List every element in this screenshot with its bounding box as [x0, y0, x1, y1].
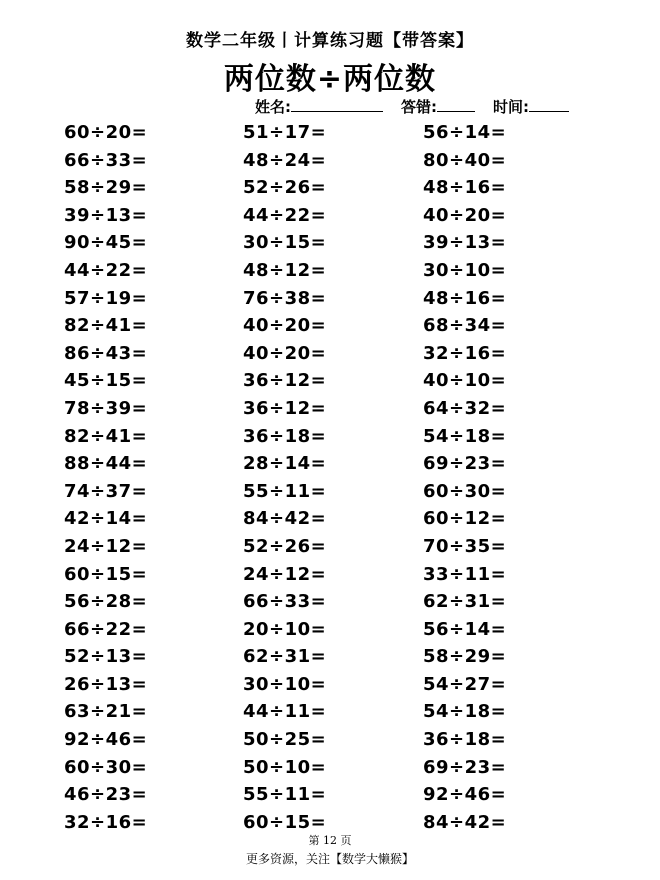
- page-title: 两位数÷两位数: [223, 62, 437, 97]
- problem-item: 48÷16=: [423, 177, 507, 199]
- problem-item: 76÷38=: [243, 287, 327, 309]
- name-blank[interactable]: [291, 97, 383, 112]
- problem-item: 62÷31=: [243, 646, 327, 668]
- problem-item: 40÷20=: [423, 204, 507, 226]
- problem-item: 51÷17=: [243, 122, 327, 143]
- problem-item: 54÷27=: [423, 673, 507, 695]
- errors-blank[interactable]: [437, 97, 475, 112]
- problem-column-1: [64, 119, 147, 836]
- problem-item: 69÷23=: [423, 756, 507, 778]
- problem-item: 66÷33=: [64, 149, 148, 171]
- problem-item: 56÷28=: [64, 591, 148, 613]
- problem-item: 66÷22=: [64, 618, 148, 640]
- problem-item: 40÷20=: [243, 315, 327, 337]
- problem-item: 36÷18=: [423, 729, 507, 751]
- worksheet-series-title: 数学二年级丨计算练习题【带答案】: [186, 31, 474, 51]
- student-info-line: [255, 96, 569, 117]
- problem-item: 60÷20=: [64, 122, 148, 143]
- problem-item: 42÷14=: [64, 508, 148, 530]
- problem-item: 62÷31=: [423, 591, 507, 613]
- problem-item: 56÷14=: [423, 618, 507, 640]
- problem-item: 44÷22=: [243, 204, 327, 226]
- problem-item: 39÷13=: [423, 232, 507, 254]
- problem-item: 88÷44=: [64, 453, 148, 475]
- problem-item: 82÷41=: [64, 425, 148, 447]
- problem-item: 30÷15=: [243, 232, 327, 254]
- problem-item: 54÷18=: [423, 701, 507, 723]
- problem-item: 64÷32=: [423, 397, 507, 419]
- problem-item: 60÷15=: [243, 811, 327, 833]
- problem-item: 40÷10=: [423, 370, 507, 392]
- problem-item: 60÷12=: [423, 508, 507, 530]
- problem-item: 60÷15=: [64, 563, 148, 585]
- problem-item: 46÷23=: [64, 784, 148, 806]
- problem-item: 36÷12=: [243, 397, 327, 419]
- problem-item: 86÷43=: [64, 342, 148, 364]
- problem-item: 84÷42=: [423, 811, 507, 833]
- page-number: 第 12 页: [308, 834, 352, 847]
- problem-item: 56÷14=: [423, 122, 507, 143]
- problem-item: 80÷40=: [423, 149, 507, 171]
- problem-column-3: [423, 119, 506, 836]
- problem-item: 69÷23=: [423, 453, 507, 475]
- problem-item: 40÷20=: [243, 342, 327, 364]
- problem-item: 32÷16=: [64, 811, 148, 833]
- problem-item: 54÷18=: [423, 425, 507, 447]
- problem-item: 24÷12=: [64, 535, 148, 557]
- problem-item: 63÷21=: [64, 701, 148, 723]
- problem-item: 50÷10=: [243, 756, 327, 778]
- problem-item: 92÷46=: [423, 784, 507, 806]
- problem-item: 84÷42=: [243, 508, 327, 530]
- problem-item: 52÷26=: [243, 177, 327, 199]
- problem-item: 55÷11=: [243, 480, 327, 502]
- problem-item: 66÷33=: [243, 591, 327, 613]
- footer-promo: 更多资源，关注【数学大懒猴】: [245, 852, 414, 866]
- problem-item: 92÷46=: [64, 729, 148, 751]
- problem-item: 74÷37=: [64, 480, 148, 502]
- problem-item: 78÷39=: [64, 397, 148, 419]
- problem-item: 55÷11=: [243, 784, 327, 806]
- problem-item: 52÷13=: [64, 646, 148, 668]
- problem-item: 30÷10=: [243, 673, 327, 695]
- problem-item: 52÷26=: [243, 535, 327, 557]
- problem-item: 36÷12=: [243, 370, 327, 392]
- problem-item: 68÷34=: [423, 315, 507, 337]
- errors-label: 答错:: [401, 98, 437, 116]
- problem-item: 28÷14=: [243, 453, 327, 475]
- problem-item: 70÷35=: [423, 535, 507, 557]
- problem-item: 36÷18=: [243, 425, 327, 447]
- problem-item: 50÷25=: [243, 729, 327, 751]
- problem-item: 30÷10=: [423, 259, 507, 281]
- time-label: 时间:: [493, 98, 529, 116]
- problem-item: 58÷29=: [423, 646, 507, 668]
- problem-item: 44÷11=: [243, 701, 327, 723]
- problem-item: 44÷22=: [64, 259, 148, 281]
- problem-grid: [0, 119, 660, 849]
- problem-item: 82÷41=: [64, 315, 148, 337]
- problem-item: 24÷12=: [243, 563, 327, 585]
- problem-item: 57÷19=: [64, 287, 148, 309]
- problem-item: 60÷30=: [64, 756, 148, 778]
- time-blank[interactable]: [529, 97, 569, 112]
- problem-item: 20÷10=: [243, 618, 327, 640]
- problem-item: 33÷11=: [423, 563, 507, 585]
- problem-item: 48÷12=: [243, 259, 327, 281]
- problem-item: 32÷16=: [423, 342, 507, 364]
- problem-item: 90÷45=: [64, 232, 148, 254]
- problem-item: 58÷29=: [64, 177, 148, 199]
- problem-item: 60÷30=: [423, 480, 507, 502]
- name-label: 姓名:: [255, 98, 291, 116]
- problem-column-2: [243, 119, 326, 836]
- problem-item: 45÷15=: [64, 370, 148, 392]
- problem-item: 48÷24=: [243, 149, 327, 171]
- problem-item: 39÷13=: [64, 204, 148, 226]
- problem-item: 48÷16=: [423, 287, 507, 309]
- problem-item: 26÷13=: [64, 673, 148, 695]
